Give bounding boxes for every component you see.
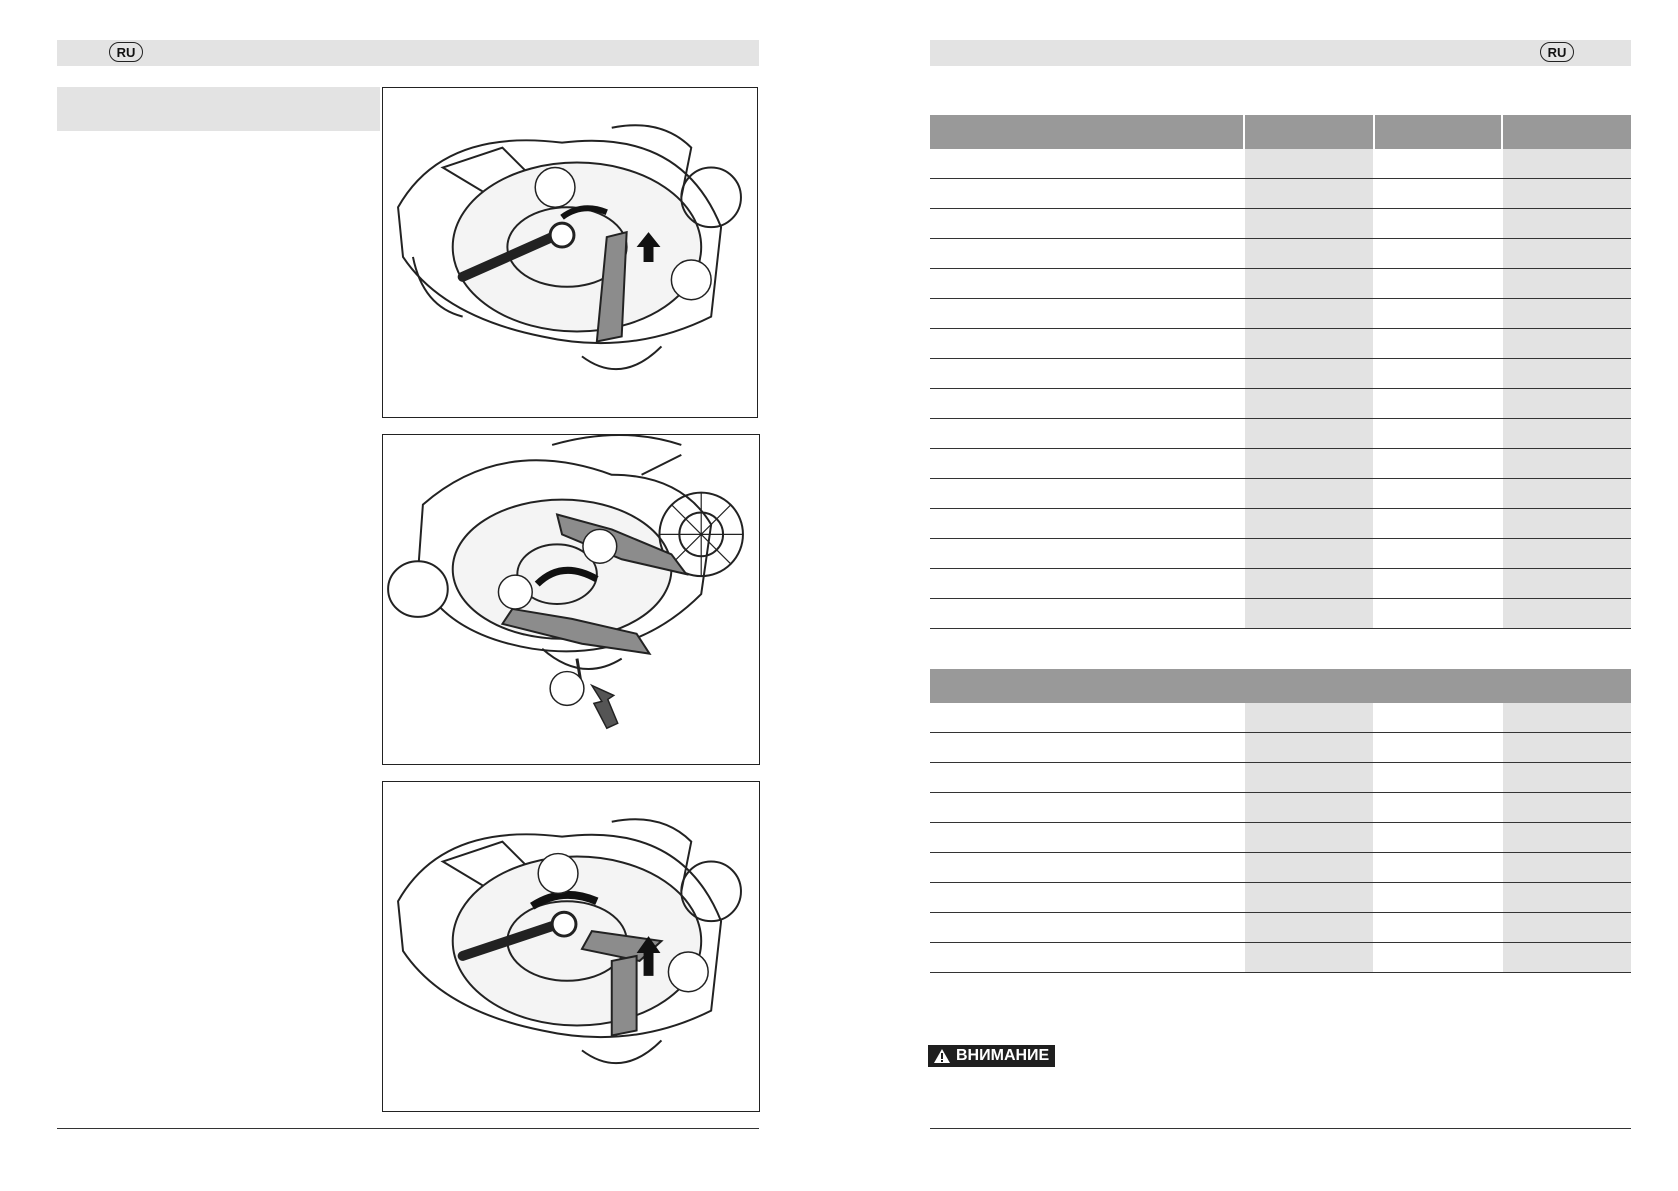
- table-cell-col-3: [1375, 449, 1501, 478]
- table-cell-col-3: [1375, 539, 1501, 568]
- table-cell-col-1: [930, 599, 1243, 628]
- table-cell-col-4: [1503, 943, 1631, 972]
- table-cell-col-4: [1503, 419, 1631, 448]
- table-cell-col-3: [1375, 419, 1501, 448]
- table-cell-col-3: [1375, 329, 1501, 358]
- table-cell-col-2: [1245, 733, 1373, 762]
- table-2-body: [930, 703, 1631, 973]
- left-footer-rule: [57, 1128, 759, 1129]
- warning-label: [928, 1045, 1055, 1067]
- table-row: [930, 853, 1631, 883]
- table-1-body: [930, 149, 1631, 629]
- table-cell-col-4: [1503, 823, 1631, 852]
- callout-circle: [535, 168, 575, 208]
- table-cell-col-2: [1245, 179, 1373, 208]
- table-cell-col-4: [1503, 359, 1631, 388]
- table-cell-col-1: [930, 419, 1243, 448]
- table-cell-col-1: [930, 479, 1243, 508]
- table-cell-col-2: [1245, 703, 1373, 732]
- table-cell-col-1: [930, 149, 1243, 178]
- table-cell-col-2: [1245, 539, 1373, 568]
- table-cell-col-4: [1503, 389, 1631, 418]
- table-row: [930, 913, 1631, 943]
- table-cell-col-3: [1375, 149, 1501, 178]
- table-cell-col-4: [1503, 733, 1631, 762]
- table-cell-col-3: [1375, 359, 1501, 388]
- table-cell-col-4: [1503, 269, 1631, 298]
- table-1: [930, 115, 1631, 629]
- table-cell-col-4: [1503, 209, 1631, 238]
- table-cell-col-2: [1245, 359, 1373, 388]
- warning-icon: [934, 1049, 950, 1063]
- language-badge: RU: [109, 42, 143, 62]
- table-cell-col-3: [1375, 509, 1501, 538]
- table-cell-col-1: [930, 793, 1243, 822]
- table-row: [930, 703, 1631, 733]
- table-cell-col-4: [1503, 793, 1631, 822]
- table-cell-col-2: [1245, 599, 1373, 628]
- table-1-header-col-3: [1375, 115, 1501, 149]
- table-cell-col-2: [1245, 149, 1373, 178]
- table-row: [930, 509, 1631, 539]
- table-cell-col-3: [1375, 209, 1501, 238]
- table-cell-col-4: [1503, 539, 1631, 568]
- table-row: [930, 419, 1631, 449]
- table-row: [930, 449, 1631, 479]
- table-cell-col-3: [1375, 733, 1501, 762]
- table-cell-col-1: [930, 539, 1243, 568]
- table-cell-col-2: [1245, 389, 1373, 418]
- table-cell-col-4: [1503, 329, 1631, 358]
- table-row: [930, 793, 1631, 823]
- table-row: [930, 149, 1631, 179]
- table-cell-col-1: [930, 853, 1243, 882]
- table-cell-col-2: [1245, 943, 1373, 972]
- table-cell-col-4: [1503, 763, 1631, 792]
- table-row: [930, 763, 1631, 793]
- table-cell-col-4: [1503, 569, 1631, 598]
- table-cell-col-2: [1245, 329, 1373, 358]
- table-cell-col-2: [1245, 269, 1373, 298]
- callout-circle: [668, 952, 708, 992]
- table-cell-col-4: [1503, 299, 1631, 328]
- table-cell-col-4: [1503, 913, 1631, 942]
- table-cell-col-3: [1375, 299, 1501, 328]
- right-page-header-band: [930, 40, 1631, 66]
- mower-underside-illustration: [383, 435, 759, 764]
- callout-circle: [538, 854, 578, 894]
- table-1-header-col-4: [1503, 115, 1631, 149]
- figure-install-blade-3: [382, 781, 760, 1112]
- table-cell-col-1: [930, 913, 1243, 942]
- table-cell-col-4: [1503, 449, 1631, 478]
- callout-circle: [583, 529, 617, 563]
- table-cell-col-1: [930, 823, 1243, 852]
- table-2: [930, 669, 1631, 973]
- table-cell-col-1: [930, 943, 1243, 972]
- table-cell-col-2: [1245, 239, 1373, 268]
- table-cell-col-4: [1503, 179, 1631, 208]
- table-cell-col-4: [1503, 853, 1631, 882]
- table-row: [930, 239, 1631, 269]
- table-cell-col-4: [1503, 883, 1631, 912]
- down-arrow-icon: [592, 685, 618, 728]
- table-cell-col-2: [1245, 419, 1373, 448]
- table-cell-col-4: [1503, 479, 1631, 508]
- table-row: [930, 329, 1631, 359]
- table-row: [930, 299, 1631, 329]
- table-cell-col-2: [1245, 793, 1373, 822]
- mower-underside-illustration: [383, 782, 759, 1111]
- table-cell-col-1: [930, 449, 1243, 478]
- table-2-header: [930, 669, 1631, 703]
- table-cell-col-1: [930, 703, 1243, 732]
- table-row: [930, 569, 1631, 599]
- table-cell-col-4: [1503, 599, 1631, 628]
- table-cell-col-3: [1375, 269, 1501, 298]
- table-cell-col-3: [1375, 389, 1501, 418]
- table-cell-col-3: [1375, 599, 1501, 628]
- table-row: [930, 883, 1631, 913]
- table-cell-col-2: [1245, 913, 1373, 942]
- callout-circle: [671, 260, 711, 300]
- mower-underside-illustration: [383, 88, 757, 417]
- table-cell-col-2: [1245, 823, 1373, 852]
- table-row: [930, 943, 1631, 973]
- table-cell-col-2: [1245, 509, 1373, 538]
- table-cell-col-2: [1245, 479, 1373, 508]
- table-cell-col-1: [930, 569, 1243, 598]
- table-row: [930, 479, 1631, 509]
- table-cell-col-2: [1245, 853, 1373, 882]
- language-badge: RU: [1540, 42, 1574, 62]
- table-cell-col-3: [1375, 569, 1501, 598]
- table-cell-col-3: [1375, 479, 1501, 508]
- table-cell-col-3: [1375, 763, 1501, 792]
- table-cell-col-3: [1375, 179, 1501, 208]
- table-cell-col-3: [1375, 793, 1501, 822]
- callout-circle: [498, 575, 532, 609]
- table-row: [930, 539, 1631, 569]
- table-cell-col-2: [1245, 209, 1373, 238]
- table-row: [930, 209, 1631, 239]
- table-row: [930, 269, 1631, 299]
- table-cell-col-1: [930, 299, 1243, 328]
- table-row: [930, 179, 1631, 209]
- table-cell-col-2: [1245, 883, 1373, 912]
- table-cell-col-3: [1375, 239, 1501, 268]
- table-cell-col-2: [1245, 449, 1373, 478]
- figure-remove-blade-2: [382, 434, 760, 765]
- callout-circle: [550, 672, 584, 706]
- table-cell-col-1: [930, 239, 1243, 268]
- table-row: [930, 733, 1631, 763]
- table-row: [930, 359, 1631, 389]
- right-footer-rule: [930, 1128, 1631, 1129]
- section-title-box: [57, 87, 380, 131]
- table-cell-col-4: [1503, 149, 1631, 178]
- table-cell-col-1: [930, 329, 1243, 358]
- table-cell-col-3: [1375, 703, 1501, 732]
- table-cell-col-4: [1503, 509, 1631, 538]
- table-cell-col-1: [930, 733, 1243, 762]
- table-cell-col-3: [1375, 943, 1501, 972]
- table-cell-col-1: [930, 209, 1243, 238]
- table-cell-col-1: [930, 269, 1243, 298]
- table-cell-col-1: [930, 763, 1243, 792]
- table-cell-col-1: [930, 509, 1243, 538]
- figure-remove-blade-1: [382, 87, 758, 418]
- table-cell-col-2: [1245, 569, 1373, 598]
- table-cell-col-1: [930, 883, 1243, 912]
- table-cell-col-2: [1245, 763, 1373, 792]
- left-page-header-band: [57, 40, 759, 66]
- table-cell-col-3: [1375, 883, 1501, 912]
- table-1-header: [930, 115, 1631, 149]
- table-cell-col-3: [1375, 913, 1501, 942]
- table-cell-col-1: [930, 389, 1243, 418]
- table-row: [930, 389, 1631, 419]
- table-cell-col-1: [930, 179, 1243, 208]
- warning-text: ВНИМАНИЕ: [956, 1047, 1050, 1064]
- table-cell-col-3: [1375, 853, 1501, 882]
- table-cell-col-2: [1245, 299, 1373, 328]
- table-row: [930, 599, 1631, 629]
- table-cell-col-4: [1503, 703, 1631, 732]
- table-cell-col-1: [930, 359, 1243, 388]
- table-row: [930, 823, 1631, 853]
- wood-block: [612, 956, 637, 1036]
- table-1-header-col-2: [1245, 115, 1373, 149]
- table-cell-col-4: [1503, 239, 1631, 268]
- table-1-header-col-1: [930, 115, 1243, 149]
- table-cell-col-3: [1375, 823, 1501, 852]
